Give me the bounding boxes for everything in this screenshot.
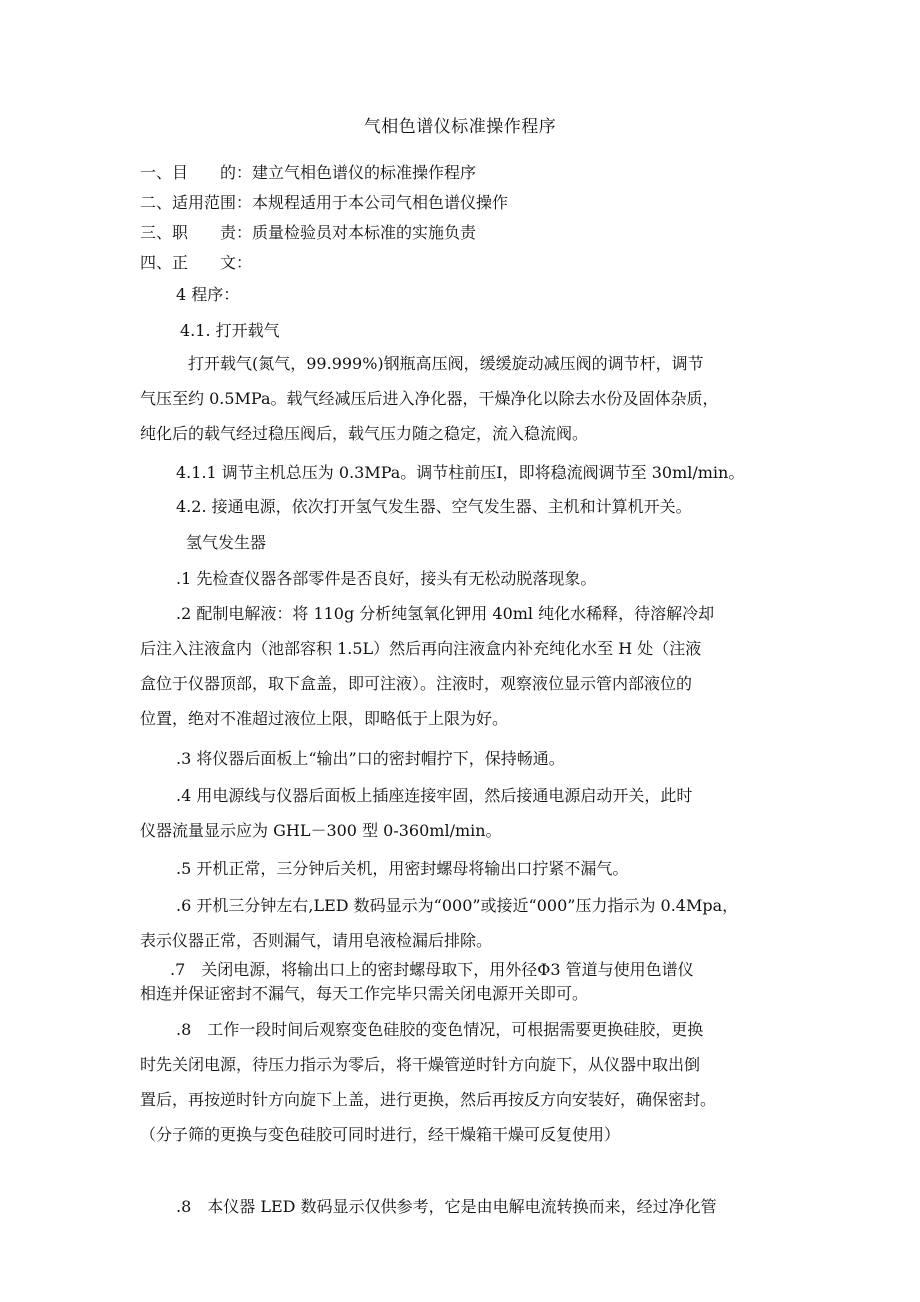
paragraph-line: （分子筛的更换与变色硅胶可同时进行，经干燥箱干燥可反复使用） [140, 1125, 621, 1144]
paragraph-line: 置后，再按逆时针方向旋下上盖，进行更换，然后再按反方向安装好，确保密封。 [140, 1090, 717, 1109]
section-text: 四、正 文： [140, 253, 253, 272]
item-1: .1 先检查仪器各部零件是否良好，接头有无松动脱落现象。 [176, 569, 597, 588]
section-scope: 二、适用范围：本规程适用于本公司气相色谱仪操作 [140, 193, 509, 212]
item-2 [140, 596, 785, 736]
paragraph-line: 气压至约 0.5MPa。载气经减压后进入净化器，干燥净化以除去水份及固体杂质， [140, 389, 719, 408]
item-7 [140, 958, 785, 1006]
step-4-1-body [140, 346, 785, 451]
item-3: .3 将仪器后面板上“输出”口的密封帽拧下，保持畅通。 [176, 749, 565, 768]
step-4-1-1: 4.1.1 调节主机总压为 0.3MPa。调节柱前压Ⅰ，即将稳流阀调节至 30ml/min。 [176, 463, 745, 482]
paragraph-line: .6 开机三分钟左右,LED 数码显示为“000”或接近“000”压力指示为 0.4Mpa， [176, 896, 739, 915]
step-4-1-heading: 4.1. 打开载气 [180, 321, 280, 340]
step-4-2: 4.2. 接通电源，依次打开氢气发生器、空气发生器、主机和计算机开关。 [176, 497, 692, 516]
paragraph-line: 后注入注液盒内（池部容积 1.5L）然后再向注液盒内补充纯化水至 H 处（注液 [140, 639, 702, 658]
paragraph-line: 表示仪器正常，否则漏气，请用皂液检漏后排除。 [140, 931, 493, 950]
paragraph-line: 纯化后的载气经过稳压阀后，载气压力随之稳定，流入稳流阀。 [140, 424, 589, 443]
item-8-silica [140, 1012, 785, 1152]
section-duty: 三、职 责：质量检验员对本标准的实施负责 [140, 223, 477, 242]
paragraph-line: 位置，绝对不准超过液位上限，即略低于上限为好。 [140, 709, 509, 728]
item-8-led: .8 本仪器 LED 数码显示仅供参考，它是由电解电流转换而来，经过净化管 [176, 1197, 717, 1216]
item-6 [140, 888, 785, 958]
document-title: 气相色谱仪标准操作程序 [363, 117, 557, 137]
paragraph-line: .4 用电源线与仪器后面板上插座连接牢固，然后接通电源启动开关，此时 [176, 786, 693, 805]
hydrogen-generator-heading: 氢气发生器 [186, 533, 267, 552]
paragraph-line: .2 配制电解液：将 110g 分析纯氢氧化钾用 40ml 纯化水稀释，待溶解冷却 [176, 604, 715, 623]
paragraph-line: 盒位于仪器顶部，取下盒盖，即可注液）。注液时，观察液位显示管内部液位的 [140, 674, 693, 693]
procedure-heading: 4 程序： [176, 285, 240, 304]
item-5: .5 开机正常，三分钟后关机，用密封螺母将输出口拧紧不漏气。 [176, 859, 629, 878]
paragraph-line: 打开载气(氮气，99.999%)钢瓶高压阀，缓缓旋动减压阀的调节杆，调节 [172, 354, 704, 373]
paragraph-line: 时先关闭电源，待压力指示为零后，将干燥管逆时针方向旋下，从仪器中取出倒 [140, 1055, 701, 1074]
paragraph-line: .8 工作一段时间后观察变色硅胶的变色情况，可根据需要更换硅胶，更换 [176, 1020, 704, 1039]
item-4 [140, 778, 785, 848]
paragraph-line: 相连并保证密封不漏气，每天工作完毕只需关闭电源开关即可。 [140, 984, 589, 1003]
section-purpose: 一、目 的：建立气相色谱仪的标准操作程序 [140, 163, 477, 182]
paragraph-line: .7 关闭电源，将输出口上的密封螺母取下，用外径Φ3 管道与使用色谱仪 [170, 960, 694, 979]
paragraph-line: 仪器流量显示应为 GHL－300 型 0-360ml/min。 [140, 821, 502, 840]
